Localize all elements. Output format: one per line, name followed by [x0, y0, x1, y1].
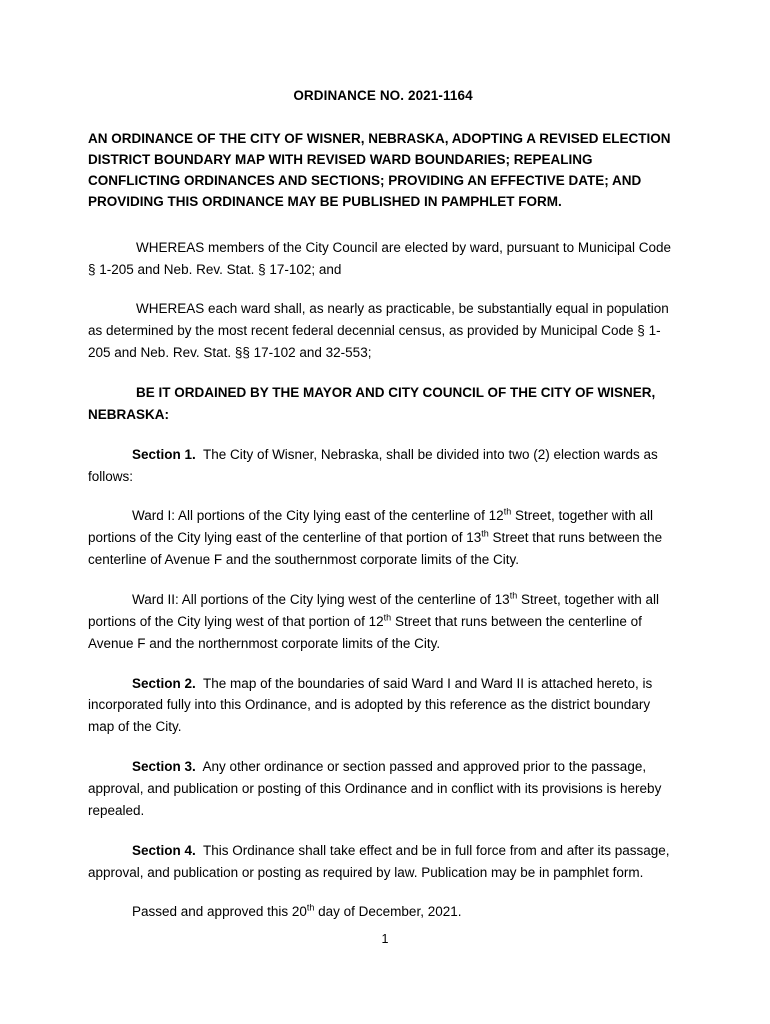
ordinal-suffix: th	[383, 612, 392, 623]
section-2-text: The map of the boundaries of said Ward I and Ward II is attached hereto, is incorporated fully into this Ordinance, and is adopted by this reference as the district boundary map of the City.	[88, 675, 653, 735]
ordinal-suffix: th	[306, 902, 315, 913]
ordinal-suffix: th	[509, 590, 518, 601]
section-3	[88, 756, 678, 822]
enacting-clause-text: BE IT ORDAINED BY THE MAYOR AND CITY COUNCIL OF THE CITY OF WISNER, NEBRASKA:	[88, 384, 656, 422]
ward-one-description	[88, 505, 678, 571]
ward-two-text-a: Ward II: All portions of the City lying west of the centerline of 13	[132, 592, 510, 607]
section-1-text: The City of Wisner, Nebraska, shall be divided into two (2) election wards as follows:	[88, 446, 658, 484]
enacting-clause	[88, 382, 678, 426]
ordinal-suffix: th	[481, 528, 489, 539]
section-4-label: Section 4.	[132, 842, 196, 858]
section-3-text: Any other ordinance or section passed and approved prior to the passage, approval, and publication or posting of this Ordinance and in conflict with its provisions is hereby repealed.	[88, 759, 662, 818]
section-3-label: Section 3.	[132, 759, 196, 775]
passage-date-text-a: Passed and approved this 20	[132, 904, 307, 920]
ordinance-caption: AN ORDINANCE OF THE CITY OF WISNER, NEBRASKA, ADOPTING A REVISED ELECTION DISTRICT BOUNDARY MAP WITH REVISED WARD BOUNDARIES; REPEALING CONFLICTING ORDINANCES AND SECTIONS; PROVIDING AN EFFECTIVE DATE; AND PROVIDING THIS ORDINANCE MAY BE PUBLISHED IN PAMPHLET FORM.	[88, 131, 671, 209]
whereas-clause-2-text: WHEREAS each ward shall, as nearly as practicable, be substantially equal in population as determined by the most recent federal decennial census, as provided by Municipal Code § 1-205 and Neb. Rev. Stat. §§ 17-102 and 32-553;	[88, 301, 669, 361]
section-4	[88, 840, 678, 884]
ward-one-text-b: Street, together with all portions of the City lying east of the centerline of that portion of 13	[88, 508, 654, 546]
ordinance-number-heading: ORDINANCE NO. 2021-1164	[293, 88, 473, 103]
passage-date-line	[88, 901, 678, 923]
section-2	[88, 673, 678, 739]
ordinal-suffix: th	[503, 506, 512, 517]
section-1	[88, 444, 678, 488]
ward-one-text-c: Street that runs between the centerline of Avenue F and the southernmost corporate limits of the City.	[88, 530, 663, 568]
ward-one-text-a: Ward I: All portions of the City lying east of the centerline of 12	[132, 508, 504, 524]
section-1-label: Section 1.	[132, 446, 196, 462]
page-number: 1	[381, 932, 389, 946]
whereas-clause-1	[88, 237, 678, 281]
passage-date-text-b: day of December, 2021.	[314, 904, 462, 920]
ward-two-text-b: Street, together with all portions of the City lying west of that portion of 12	[88, 592, 660, 629]
whereas-clause-1-text: WHEREAS members of the City Council are elected by ward, pursuant to Municipal Code § 1-205 and Neb. Rev. Stat. § 17-102; and	[88, 239, 671, 277]
ward-two-text-c: Street that runs between the centerline of Avenue F and the northernmost corporate limits of the City.	[88, 613, 642, 651]
whereas-clause-2	[88, 298, 678, 364]
section-2-label: Section 2.	[132, 675, 196, 691]
section-4-text: This Ordinance shall take effect and be in full force from and after its passage, approval, and publication or posting as required by law. Publication may be in pamphlet form.	[88, 842, 670, 880]
ward-two-description	[88, 589, 678, 655]
